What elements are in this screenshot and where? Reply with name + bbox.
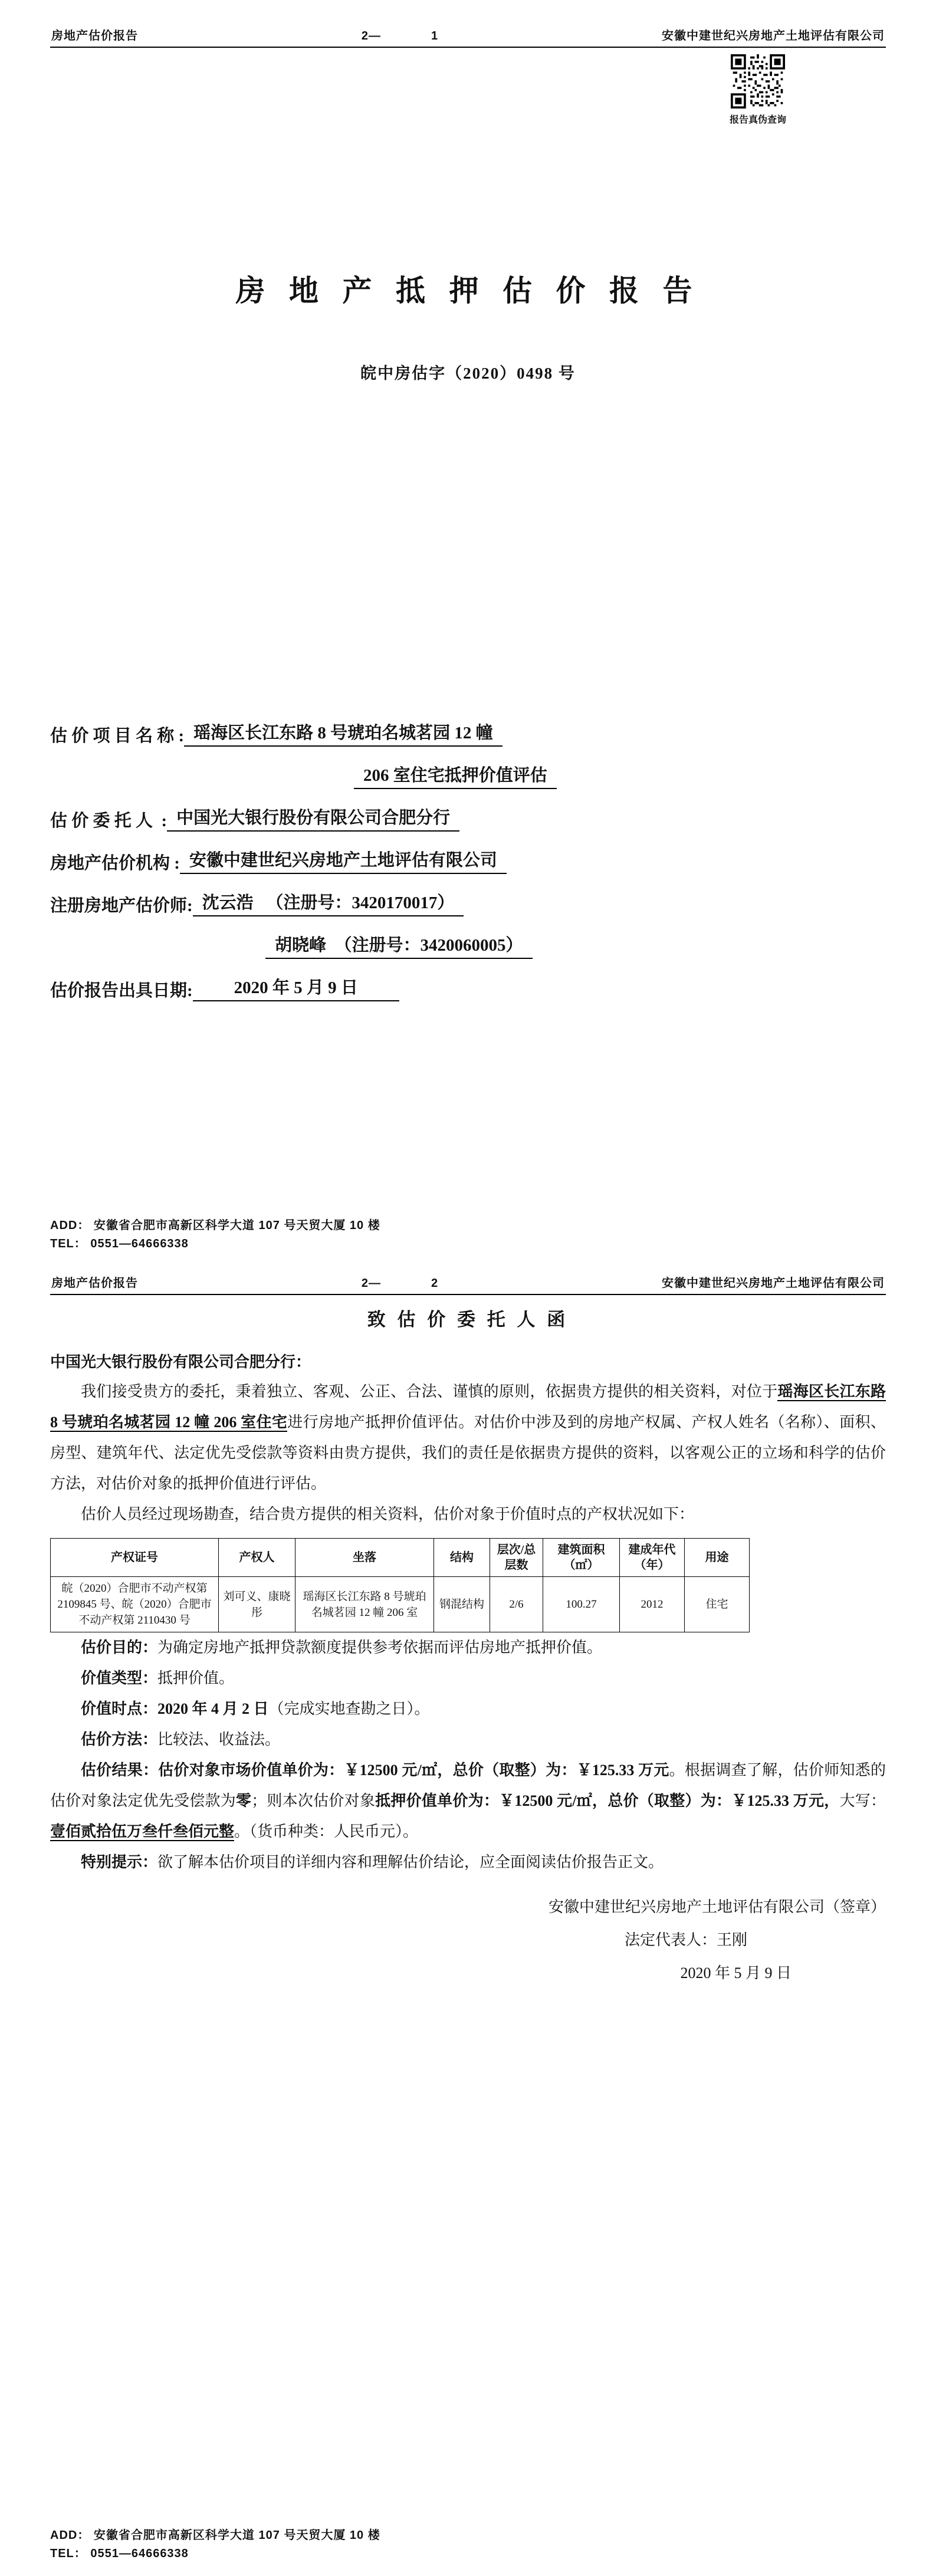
header-use: 用途 [685, 1539, 750, 1577]
header-page-total: 2— [361, 29, 381, 42]
notice-text: 欲了解本估价项目的详细内容和理解估价结论，应全面阅读估价报告正文。 [157, 1854, 664, 1871]
page-header [50, 1259, 886, 1295]
legal-representative: 法定代表人：王刚 [624, 1931, 747, 1949]
cell-structure: 钢混结构 [434, 1577, 490, 1632]
result-amount-in-words: 壹佰贰拾伍万叁仟叁佰元整 [50, 1823, 235, 1840]
signature-company: 安徽中建世纪兴房地产土地评估有限公司（签章） [548, 1898, 886, 1915]
header-doc-type: 房地产估价报告 [51, 1277, 138, 1290]
footer-address: ADD： 安徽省合肥市高新区科学大道 107 号天贸大厦 10 楼 [50, 2529, 380, 2542]
field-project-name-cont [50, 762, 886, 789]
value-date-note: （完成实地查勘之日）。 [268, 1700, 430, 1717]
para-value-date [50, 1694, 886, 1724]
report-cover-page [0, 0, 936, 1259]
letter-salutation: 中国光大银行股份有限公司合肥分行： [50, 1353, 311, 1371]
header-page-total: 2— [361, 1277, 381, 1290]
footer-tel: TEL： 0551—64666338 [50, 1237, 189, 1250]
para-survey: 估价人员经过现场勘查，结合贵方提供的相关资料，估价对象于价值时点的产权状况如下： [81, 1506, 695, 1523]
para-commission-part1: 我们接受贵方的委托，秉着独立、客观、公正、合法、谨慎的原则，依据贵方提供的相关资料，对位于 [81, 1383, 778, 1400]
result-seg8: 。（货币种类：人民币元）。 [234, 1823, 419, 1840]
method-text: 比较法、收益法。 [157, 1731, 281, 1748]
result-seg4: ；则本次估价对象 [251, 1792, 376, 1809]
table-row [51, 1577, 750, 1632]
field-report-date [50, 974, 886, 1001]
field-client [50, 804, 886, 832]
purpose-label: 估价目的： [81, 1639, 158, 1656]
purpose-text: 为确定房地产抵押贷款额度提供参考依据而评估房地产抵押价值。 [157, 1639, 603, 1656]
value-date-label: 价值时点： [81, 1700, 158, 1717]
footer-address: ADD： 安徽省合肥市高新区科学大道 107 号天贸大厦 10 楼 [50, 1219, 380, 1232]
para-commission [50, 1376, 886, 1499]
notice-label: 特别提示： [81, 1854, 158, 1871]
report-doc-number: 皖中房估字（2020）0498 号 [360, 364, 576, 382]
cell-certificate-no: 皖（2020）合肥市不动产权第 2109845 号、皖（2020）合肥市不动产权第 2110430 号 [51, 1577, 219, 1632]
agency-value: 安徽中建世纪兴房地产土地评估有限公司 [180, 847, 507, 874]
cell-area: 100.27 [543, 1577, 620, 1632]
project-name-value-line1: 瑶海区长江东路 8 号琥珀名城茗园 12 幢 [184, 719, 503, 747]
page-footer [50, 2526, 380, 2563]
header-structure: 结构 [434, 1539, 490, 1577]
cell-location: 瑶海区长江东路 8 号琥珀名城茗园 12 幢 206 室 [295, 1577, 434, 1632]
property-rights-table [50, 1538, 750, 1632]
header-doc-type: 房地产估价报告 [51, 29, 138, 42]
signature-date: 2020 年 5 月 9 日 [680, 1964, 792, 1982]
field-project-name [50, 719, 886, 747]
report-title: 房 地 产 抵 押 估 价 报 告 [235, 274, 701, 307]
header-page-number: 1 [431, 29, 439, 42]
footer-tel: TEL： 0551—64666338 [50, 2547, 189, 2560]
client-label: 估 价 委 托 人 : [50, 811, 168, 830]
result-mortgage-value: 抵押价值单价为：￥12500 元/㎡，总价（取整）为：￥125.33 万元， [375, 1792, 840, 1809]
letter-page [0, 1259, 936, 2576]
cell-floor: 2/6 [490, 1577, 543, 1632]
report-date-value: 2020 年 5 月 9 日 [193, 974, 399, 1001]
method-label: 估价方法： [81, 1731, 158, 1748]
appraiser-label: 注册房地产估价师: [50, 896, 193, 915]
header-company-name: 安徽中建世纪兴房地产土地评估有限公司 [662, 29, 885, 42]
report-date-label: 估价报告出具日期: [50, 981, 193, 1000]
para-commission-part2: 进行房地产抵押价值评估。对估价中涉及到的房地产权属、产权人姓名（名称）、面积、房型、建筑年代、法定优先受偿款等资料由贵方提供，我们的责任是依据贵方提供的资料，以客观公正的立场和科学的估价方法，对估价对象的抵押价值进行评估。 [50, 1414, 886, 1492]
result-seg2: 。根据调查了解，估价师知悉的估价对象法定优先受偿款为 [50, 1762, 886, 1809]
header-page-indicator [362, 1277, 438, 1290]
table-header-row [51, 1539, 750, 1577]
project-name-value-line2: 206 室住宅抵押价值评估 [354, 762, 557, 789]
para-value-type [50, 1663, 886, 1694]
cell-use: 住宅 [685, 1577, 750, 1632]
result-seg6: 大写： [839, 1792, 886, 1809]
field-agency [50, 847, 886, 874]
para-commission-property: 瑶海区长江东路 8 号琥珀名城茗园 12 幢 206 室住宅 [50, 1383, 886, 1431]
cover-fields [50, 719, 886, 1001]
value-type-label: 价值类型： [81, 1670, 158, 1687]
para-purpose [50, 1632, 886, 1663]
appraiser-2-value: 胡晓峰 （注册号：3420060005） [265, 932, 533, 959]
result-market-value: 估价对象市场价值单价为：￥12500 元/㎡，总价（取整）为：￥125.33 万元 [158, 1762, 669, 1779]
qr-caption: 报告真伪查询 [729, 115, 786, 125]
client-value: 中国光大银行股份有限公司合肥分行 [167, 804, 459, 832]
header-area: 建筑面积（㎡） [543, 1539, 620, 1577]
value-date-value: 2020 年 4 月 2 日 [157, 1700, 269, 1717]
page-header [50, 0, 886, 48]
cell-owner: 刘可义、康晓彤 [219, 1577, 295, 1632]
header-location: 坐落 [295, 1539, 434, 1577]
header-page-indicator [362, 29, 438, 43]
appraiser-1-value: 沈云浩 （注册号：3420170017） [193, 889, 464, 916]
letter-title: 致 估 价 委 托 人 函 [367, 1309, 569, 1330]
header-floor: 层次/总层数 [490, 1539, 543, 1577]
field-appraiser-2 [50, 932, 886, 959]
result-label: 估价结果： [81, 1762, 159, 1779]
agency-label: 房地产估价机构 : [50, 854, 180, 873]
header-certificate-no: 产权证号 [51, 1539, 219, 1577]
value-type-text: 抵押价值。 [157, 1670, 235, 1687]
header-page-number: 2 [431, 1277, 439, 1290]
signature-block [50, 1891, 886, 1990]
para-method [50, 1724, 886, 1755]
result-zero: 零 [235, 1792, 252, 1809]
cell-build-year: 2012 [620, 1577, 685, 1632]
header-owner: 产权人 [219, 1539, 295, 1577]
field-appraiser-1 [50, 889, 886, 916]
header-build-year: 建成年代（年） [620, 1539, 685, 1577]
project-name-label: 估 价 项 目 名 称 : [50, 727, 185, 745]
header-company-name: 安徽中建世纪兴房地产土地评估有限公司 [662, 1277, 885, 1290]
page-footer [50, 1217, 380, 1253]
para-result [50, 1755, 886, 1847]
qr-code-icon [731, 54, 785, 109]
qr-verification-block [727, 54, 789, 126]
para-notice [50, 1847, 886, 1878]
